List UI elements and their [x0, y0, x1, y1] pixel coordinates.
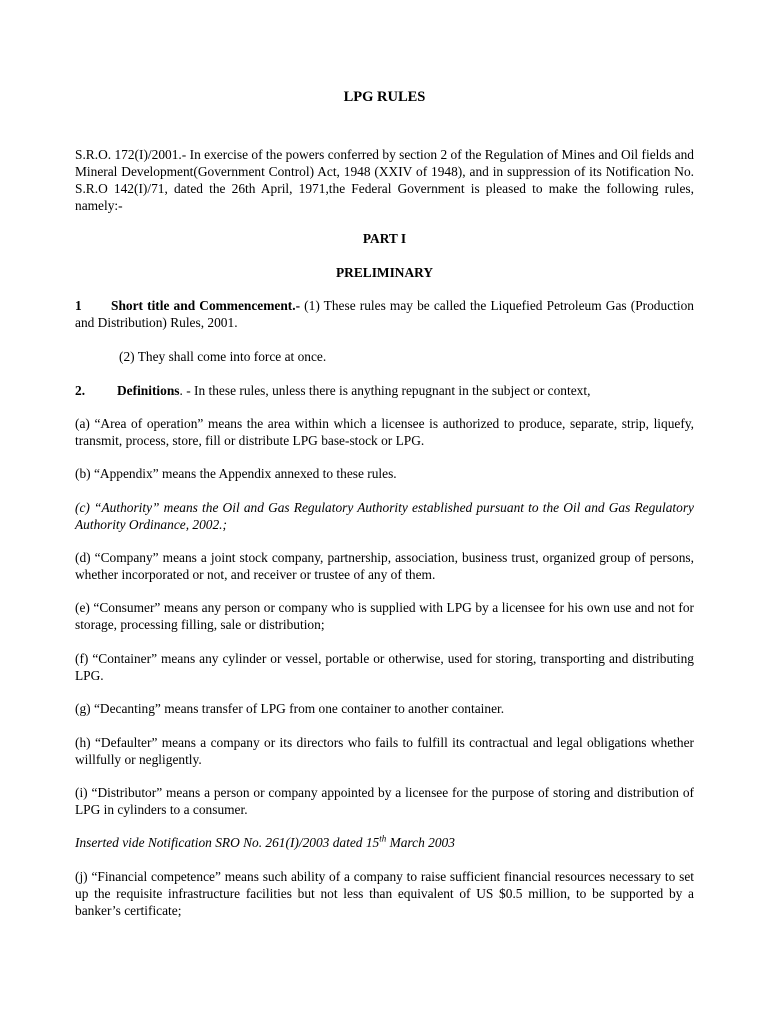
definition-b: (b) “Appendix” means the Appendix annexed to these rules.: [75, 466, 397, 481]
rule-1-text: (1) These rules may be called the Liquefied Petroleum Gas (Production and Distribution) Rules, 2001.: [75, 298, 694, 330]
definition-h: (h) “Defaulter” means a company or its directors who fails to fulfill its contractual and legal obligations whether willfully or negligently.: [75, 735, 694, 767]
rule-1: [75, 297, 694, 331]
insertion-note-text: Inserted vide Notification SRO No. 261(I)/2003 dated 15: [75, 835, 380, 850]
rule-1-heading: Short title and Commencement.-: [111, 298, 301, 313]
insertion-note-tail: March 2003: [386, 835, 455, 850]
rule-2-heading: Definitions: [117, 383, 180, 398]
insertion-note-sup: th: [379, 833, 387, 844]
definition-i: (i) “Distributor” means a person or company appointed by a licensee for the purpose of storing and distribution of LPG in cylinders to a consumer.: [75, 785, 694, 817]
definition-g: (g) “Decanting” means transfer of LPG from one container to another container.: [75, 701, 505, 716]
intro-paragraph: S.R.O. 172(I)/2001.- In exercise of the powers conferred by section 2 of the Regulation of Mines and Oil fields and Mineral Development(Government Control) Act, 1948 (XXIV of 1948), and in suppression of its Notification No. S.R.O 142(I)/71, dated the 26th April, 1971,the Federal Government is pleased to make the following rules, namely:-: [75, 147, 694, 213]
part-heading: PART I: [362, 231, 407, 246]
rule-1-number: 1: [75, 298, 82, 313]
rule-2: [75, 382, 694, 399]
chapter-heading: PRELIMINARY: [336, 265, 433, 280]
definition-a: (a) “Area of operation” means the area within which a licensee is authorized to produce, separate, strip, liquefy, transmit, process, store, fill or distribute LPG base-stock or LPG.: [75, 416, 694, 448]
definition-e: (e) “Consumer” means any person or company who is supplied with LPG by a licensee for his own use and not for storage, processing filling, sale or distribution;: [75, 600, 694, 632]
insertion-note: [75, 834, 694, 851]
rule-1-sub2-text: (2) They shall come into force at once.: [119, 349, 327, 364]
document-title: LPG RULES: [343, 89, 426, 105]
definition-c: (c) “Authority” means the Oil and Gas Regulatory Authority established pursuant to the Oil and Gas Regulatory Authority Ordinance, 2002.;: [75, 500, 694, 532]
definition-d: (d) “Company” means a joint stock company, partnership, association, business trust, organized group of persons, whether incorporated or not, and receiver or trustee of any of them.: [75, 550, 694, 582]
definition-j: (j) “Financial competence” means such ability of a company to raise sufficient financial resources necessary to set up the requisite infrastructure facilities but not less than equivalent of US $0.5 million, to be supported by a banker’s certificate;: [75, 869, 694, 918]
rule-2-text: . - In these rules, unless there is anything repugnant in the subject or context,: [179, 383, 591, 398]
definition-f: (f) “Container” means any cylinder or vessel, portable or otherwise, used for storing, transporting and distributing LPG.: [75, 651, 694, 683]
rule-2-number: 2.: [75, 383, 86, 398]
